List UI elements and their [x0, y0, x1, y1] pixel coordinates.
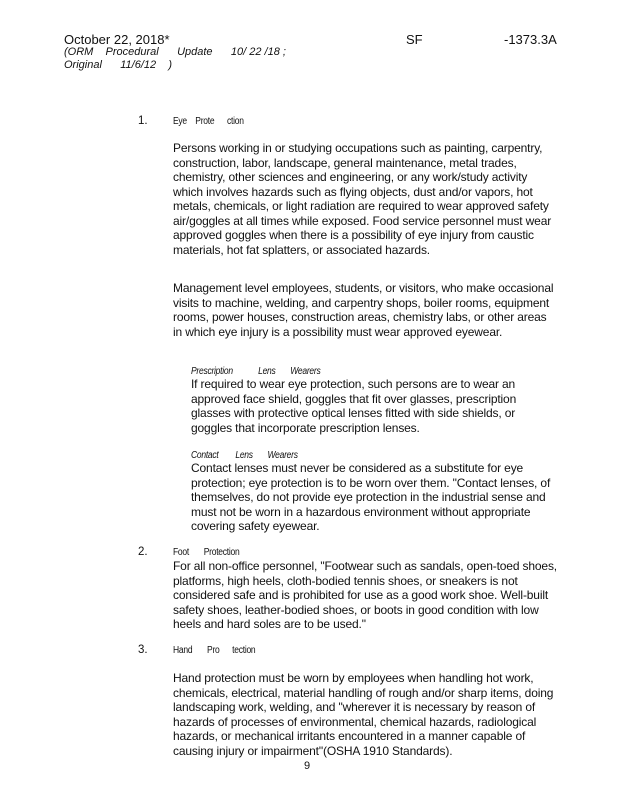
- header-update-line-1: (ORM Procedural Update 10/ 22 /18 ;: [64, 46, 286, 58]
- header-update-note: [64, 46, 284, 72]
- header-update-line-2: Original 11/6/12 ): [64, 59, 173, 71]
- contact-lens-heading: Contact Lens Wearers: [191, 450, 298, 461]
- section-2-title: Foot Protection: [173, 547, 240, 558]
- section-3-number: 3.: [138, 644, 148, 656]
- section-1-paragraph-1: Persons working in or studying occupations such as painting, carpentry, construction, labor, landscape, general maintenance, metal trades, chemistry, other sciences and engineering, or any work/study activity which involves hazards such as flying objects, dust and/or vapors, hot metals, chemicals, or light radiation are required to wear approved safety air/goggles at all times while exposed. Food service personnel must wear approved goggles when there is a possibility of eye injury from caustic materials, hot fat splatters, or associated hazards.: [173, 141, 552, 257]
- prescription-lens-text: If required to wear eye protection, such persons are to wear an approved face shield, goggles that fit over glasses, prescription glasses with protective optical lenses fitted with side shields, or goggles that incorporate prescription lenses.: [191, 377, 517, 435]
- section-3-title: Hand Pro tection: [173, 645, 256, 656]
- header-sf: SF: [406, 32, 423, 47]
- section-3-text: Hand protection must be worn by employees when handling hot work, chemicals, electrical, material handling of rough and/or sharp items, doing landscaping work, welding, and "wherever it is necessary by reason of hazards of processes of environmental, chemical hazards, radiological hazards, or mechanical irritants encountered in a manner capable of causing injury or impairment"(OSHA 1910 Standards).: [173, 671, 554, 758]
- section-2-text: For all non-office personnel, "Footwear such as sandals, open-toed shoes, platforms, high heels, cloth-bodied tennis shoes, or sneakers is not considered safe and is prohibited for use as a good work shoe. Well-built safety shoes, leather-bodied shoes, or boots in good condition with low heels and hard soles are to be used.": [173, 559, 557, 631]
- section-1-paragraph-2: Management level employees, students, or visitors, who make occasional visits to machine, welding, and carpentry shops, boiler rooms, equipment rooms, power houses, construction areas, chemistry labs, or other areas in which eye injury is a possibility must wear approved eyewear.: [173, 281, 554, 339]
- contact-lens-text: Contact lenses must never be considered as a substitute for eye protection; eye protection is to be worn over them. "Contact lenses, of themselves, do not provide eye protection in the industrial sense and must not be worn in a hazardous environment without appropriate covering safety eyewear.: [191, 461, 551, 533]
- page-number: 9: [304, 760, 311, 772]
- prescription-lens-heading: Prescription Lens Wearers: [191, 366, 321, 377]
- header-document-code: -1373.3A: [504, 32, 557, 47]
- section-2-number: 2.: [138, 546, 148, 558]
- header-date: October 22, 2018*: [64, 32, 170, 47]
- section-1-number: 1.: [138, 115, 148, 127]
- section-1-title: Eye Prote ction: [173, 116, 244, 127]
